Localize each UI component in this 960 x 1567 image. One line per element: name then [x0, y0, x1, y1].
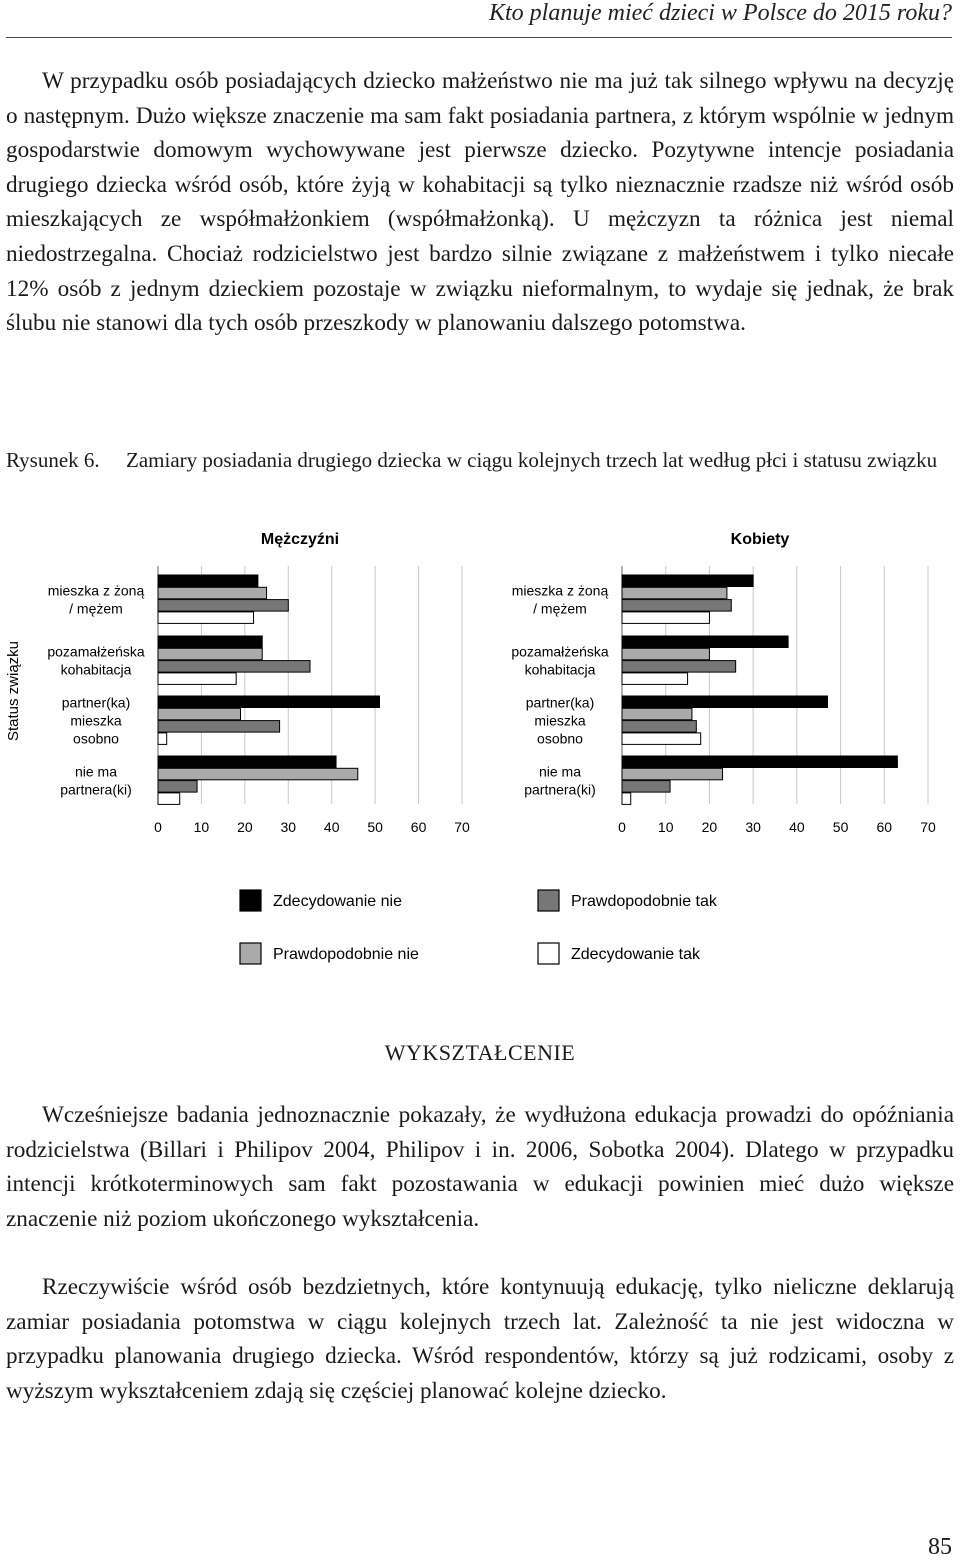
x-tick-label: 60 — [410, 819, 427, 835]
x-tick-label: 0 — [618, 819, 626, 835]
bar-prawdopodobnie-tak — [158, 721, 280, 733]
category-label: osobno — [73, 730, 119, 747]
page-number: 85 — [928, 1534, 952, 1560]
legend-label: Prawdopodobnie tak — [571, 893, 717, 910]
bar-prawdopodobnie-nie — [622, 708, 692, 720]
legend-swatch — [538, 890, 559, 911]
legend-label: Prawdopodobnie nie — [273, 946, 419, 963]
bar-prawdopodobnie-tak — [622, 781, 670, 793]
bar-zdecydowanie-nie — [158, 575, 258, 587]
x-tick-label: 0 — [154, 819, 162, 835]
header-rule — [6, 37, 952, 38]
category-label: nie ma — [538, 763, 582, 780]
category-label: nie ma — [74, 763, 118, 780]
category-label: partnera(ki) — [60, 781, 132, 798]
bar-zdecydowanie-tak — [622, 673, 688, 685]
x-tick-label: 40 — [323, 819, 340, 835]
category-label: partnera(ki) — [524, 781, 596, 798]
paragraph-2: Wcześniejsze badania jednoznacznie pokazały, że wydłużona edukacja prowadzi do opóźniania rodzicielstwa (Billari i Philipov 2004, Philipov i in. 2006, Sobotka 2004). Dlatego w przypadku intencji krótkoterminowych sam fakt pozostawania w edukacji powinien mieć dużo większe znaczenie niż poziom ukończonego wykształcenia. — [6, 1102, 954, 1232]
figure-label: Rysunek 6. — [6, 448, 100, 472]
category-label: partner(ka) — [525, 694, 595, 711]
bar-zdecydowanie-tak — [158, 673, 236, 685]
x-tick-label: 70 — [920, 819, 936, 835]
figure-caption — [6, 446, 954, 474]
bar-zdecydowanie-tak — [158, 612, 254, 624]
x-tick-label: 70 — [454, 819, 470, 835]
legend-swatch — [240, 943, 261, 964]
bar-prawdopodobnie-tak — [622, 600, 731, 612]
bar-prawdopodobnie-tak — [622, 661, 736, 673]
x-tick-label: 20 — [701, 819, 718, 835]
x-tick-label: 40 — [789, 819, 805, 835]
legend-label: Zdecydowanie nie — [273, 893, 402, 910]
bar-prawdopodobnie-tak — [158, 661, 310, 673]
category-label: pozamałżeńska — [511, 643, 609, 660]
running-head: Kto planuje mieć dzieci w Polsce do 2015 roku? — [488, 0, 952, 26]
x-tick-label: 20 — [237, 819, 253, 835]
bar-prawdopodobnie-nie — [622, 587, 727, 599]
category-label: osobno — [537, 730, 583, 747]
category-label: mieszka z żoną — [511, 582, 609, 599]
x-tick-label: 60 — [876, 819, 893, 835]
x-tick-label: 10 — [657, 819, 674, 835]
x-tick-label: 30 — [280, 819, 297, 835]
panel-title: Kobiety — [730, 531, 790, 548]
x-tick-label: 30 — [745, 819, 761, 835]
paragraph-3: Rzeczywiście wśród osób bezdzietnych, które kontynuują edukację, tylko nieliczne deklarują zamiar posiadania potomstwa w ciągu kolejnych trzech lat. Zależność ta nie jest widoczna w przypadku planowania drugiego dziecka. Wśród respondentów, którzy są już rodzicami, osoby z wyższym wykształceniem zdają się częściej planować kolejne dziecko. — [6, 1274, 954, 1404]
bar-zdecydowanie-tak — [158, 793, 180, 805]
category-label: / mężem — [533, 600, 587, 617]
bar-zdecydowanie-nie — [158, 636, 262, 648]
category-label: kohabitacja — [524, 661, 596, 678]
bar-prawdopodobnie-nie — [158, 768, 358, 780]
x-tick-label: 50 — [367, 819, 383, 835]
bar-zdecydowanie-nie — [622, 696, 827, 708]
panel-title: Mężczyźni — [260, 531, 340, 548]
legend-swatch — [538, 943, 559, 964]
bar-zdecydowanie-tak — [158, 733, 167, 745]
bar-prawdopodobnie-tak — [158, 781, 197, 793]
category-label: kohabitacja — [60, 661, 132, 678]
bar-zdecydowanie-nie — [622, 636, 788, 648]
figure-caption-text: Zamiary posiadania drugiego dziecka w ciągu kolejnych trzech lat według płci i statusu związku — [126, 448, 938, 472]
bar-zdecydowanie-tak — [622, 733, 701, 745]
section-heading: WYKSZTAŁCENIE — [384, 1040, 576, 1065]
bar-zdecydowanie-nie — [622, 575, 753, 587]
x-tick-label: 10 — [193, 819, 210, 835]
legend-swatch — [240, 890, 261, 911]
x-tick-label: 50 — [832, 819, 849, 835]
bar-prawdopodobnie-tak — [622, 721, 696, 733]
bar-prawdopodobnie-tak — [158, 600, 288, 612]
bar-chart — [0, 520, 960, 970]
bar-prawdopodobnie-nie — [622, 768, 723, 780]
category-label: mieszka — [70, 712, 122, 729]
bar-prawdopodobnie-nie — [158, 648, 262, 660]
bar-prawdopodobnie-nie — [158, 708, 241, 720]
bar-zdecydowanie-tak — [622, 793, 631, 805]
bar-prawdopodobnie-nie — [158, 587, 267, 599]
category-label: pozamałżeńska — [47, 643, 145, 660]
bar-zdecydowanie-nie — [158, 756, 336, 768]
bar-zdecydowanie-nie — [622, 756, 897, 768]
category-label: mieszka — [534, 712, 586, 729]
legend-label: Zdecydowanie tak — [571, 946, 700, 963]
bar-prawdopodobnie-nie — [622, 648, 709, 660]
paragraph-1: W przypadku osób posiadających dziecko małżeństwo nie ma już tak silnego wpływu na decyzję o następnym. Dużo większe znaczenie ma sam fakt posiadania partnera, z którym wspólnie w jednym gospodarstwie domowym wychowywane jest pierwsze dziecko. Pozytywne intencje posiadania drugiego dziecka wśród osób, które żyją w kohabitacji są tylko nieznacznie rzadsze niż wśród osób mieszkających ze współmałżonkiem (współmałżonką). U mężczyzn ta różnica jest niemal niedostrzegalna. Chociaż rodzicielstwo jest bardzo silnie związane z małżeństwem i tylko niecałe 12% osób z jednym dzieckiem pozostaje w związku nieformalnym, to wydaje się jednak, że brak ślubu nie stanowi dla tych osób przeszkody w planowaniu dalszego potomstwa. — [6, 68, 954, 337]
category-label: partner(ka) — [61, 694, 131, 711]
bar-zdecydowanie-tak — [622, 612, 709, 624]
y-axis-label: Status związku — [5, 640, 22, 742]
category-label: / mężem — [69, 600, 123, 617]
bar-zdecydowanie-nie — [158, 696, 379, 708]
category-label: mieszka z żoną — [47, 582, 145, 599]
